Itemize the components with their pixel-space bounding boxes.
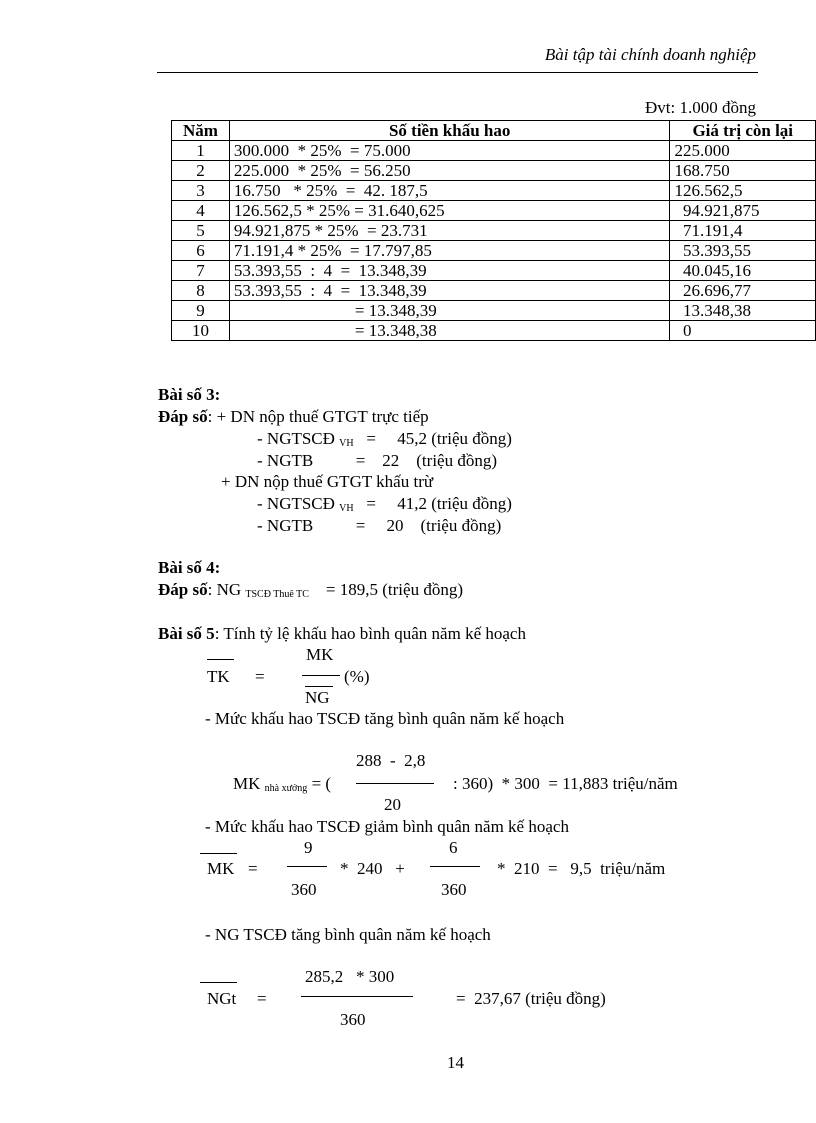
cell-depreciation: 225.000 * 25% = 56.250 <box>229 161 670 181</box>
cell-year: 5 <box>172 221 230 241</box>
unit-label: Đvt: 1.000 đồng <box>645 98 756 117</box>
f3-fraction-line <box>301 996 413 997</box>
tk-fraction-line <box>302 675 340 676</box>
cell-depreciation: 94.921,875 * 25% = 23.731 <box>229 221 670 241</box>
cell-remaining: 40.045,16 <box>670 261 816 281</box>
f3-label: NGt <box>207 989 237 1008</box>
bai3-line5 <box>257 494 512 514</box>
f1-tail: : 360) * 300 = 11,883 triệu/năm <box>453 774 678 793</box>
bai3-line2 <box>257 429 512 449</box>
f2-overline <box>200 853 237 854</box>
bai3-dapso: Đáp số <box>158 407 208 426</box>
bai5-title: Bài số 5 <box>158 624 215 643</box>
cell-depreciation: 53.393,55 : 4 = 13.348,39 <box>229 281 670 301</box>
f1-mk: MK <box>233 774 261 793</box>
f1-sub: nhà xưởng <box>264 783 308 794</box>
table-row <box>172 261 816 281</box>
cell-remaining: 0 <box>670 321 816 341</box>
bai4-value: = 189,5 (triệu đồng) <box>325 580 463 599</box>
depreciation-table <box>171 120 816 341</box>
f3-numerator: 285,2 * 300 <box>305 967 395 986</box>
f3-eq: = <box>257 989 267 1008</box>
cell-year: 8 <box>172 281 230 301</box>
bai4-dapso: Đáp số <box>158 580 208 599</box>
table-row <box>172 201 816 221</box>
bai4-ng: : NG <box>207 580 242 599</box>
cell-year: 3 <box>172 181 230 201</box>
bai3-l5-sub: VH <box>339 503 354 514</box>
f2-eq: = <box>248 859 258 878</box>
cell-year: 2 <box>172 161 230 181</box>
f2-fraction-line-1 <box>287 866 327 867</box>
line-muc-tang: - Mức khấu hao TSCĐ tăng bình quân năm kế hoạch <box>205 709 565 728</box>
cell-year: 10 <box>172 321 230 341</box>
page-number: 14 <box>447 1053 464 1072</box>
tk-label: TK <box>207 667 230 686</box>
f1-denominator: 20 <box>384 795 401 814</box>
cell-remaining: 168.750 <box>670 161 816 181</box>
f2-n2: 6 <box>449 838 458 857</box>
cell-remaining: 126.562,5 <box>670 181 816 201</box>
cell-depreciation: 53.393,55 : 4 = 13.348,39 <box>229 261 670 281</box>
bai3-line1 <box>158 407 429 427</box>
bai4-answer <box>158 580 463 600</box>
cell-year: 6 <box>172 241 230 261</box>
table-row <box>172 181 816 201</box>
bai3-l2-label: - NGTSCĐ <box>257 429 335 448</box>
f3-denominator: 360 <box>340 1010 366 1029</box>
table-row <box>172 301 816 321</box>
cell-remaining: 13.348,38 <box>670 301 816 321</box>
bai3-l2-value: = 45,2 (triệu đồng) <box>366 429 512 448</box>
cell-year: 7 <box>172 261 230 281</box>
f2-n1: 9 <box>304 838 313 857</box>
bai3-l5-label: - NGTSCĐ <box>257 494 335 513</box>
bai3-line6: - NGTB = 20 (triệu đồng) <box>257 516 502 535</box>
cell-depreciation: 71.191,4 * 25% = 17.797,85 <box>229 241 670 261</box>
line-muc-giam: - Mức khấu hao TSCĐ giảm bình quân năm kế hoạch <box>205 817 569 836</box>
tk-denominator: NG <box>305 688 330 707</box>
cell-year: 1 <box>172 141 230 161</box>
bai4-sub: TSCĐ Thuê TC <box>245 589 309 600</box>
cell-remaining: 26.696,77 <box>670 281 816 301</box>
table-row <box>172 161 816 181</box>
line-ng-tang: - NG TSCĐ tăng bình quân năm kế hoạch <box>205 925 491 944</box>
header-divider <box>157 72 758 73</box>
bai3-line4: + DN nộp thuế GTGT khấu trừ <box>221 472 434 491</box>
f1-numerator: 288 - 2,8 <box>356 751 426 770</box>
table-row <box>172 221 816 241</box>
bai3-line1-text: : + DN nộp thuế GTGT trực tiếp <box>207 407 429 426</box>
cell-depreciation: 300.000 * 25% = 75.000 <box>229 141 670 161</box>
f2-tail: * 210 = 9,5 triệu/năm <box>497 859 666 878</box>
f2-d1: 360 <box>291 880 317 899</box>
table-row <box>172 321 816 341</box>
column-header-depreciation: Số tiền khấu hao <box>229 121 670 141</box>
f2-label: MK <box>207 859 235 878</box>
bai4-title: Bài số 4: <box>158 558 221 577</box>
table-header-row <box>172 121 816 141</box>
header-title: Bài tập tài chính doanh nghiệp <box>544 45 756 64</box>
f2-mid: * 240 + <box>340 859 405 878</box>
table-row <box>172 281 816 301</box>
cell-depreciation: = 13.348,39 <box>229 301 670 321</box>
column-header-remaining: Giá trị còn lại <box>670 121 816 141</box>
column-header-year: Năm <box>172 121 230 141</box>
bai3-l2-sub: VH <box>339 438 354 449</box>
tk-equals: = <box>255 667 265 686</box>
f1-fraction-line <box>356 783 434 784</box>
cell-depreciation: 16.750 * 25% = 42. 187,5 <box>229 181 670 201</box>
tk-overline <box>207 659 234 660</box>
cell-depreciation: 126.562,5 * 25% = 31.640,625 <box>229 201 670 221</box>
bai3-title: Bài số 3: <box>158 385 221 404</box>
cell-year: 4 <box>172 201 230 221</box>
f2-fraction-line-2 <box>430 866 480 867</box>
cell-depreciation: = 13.348,38 <box>229 321 670 341</box>
f1-label <box>233 774 331 794</box>
cell-remaining: 71.191,4 <box>670 221 816 241</box>
bai5-intro-text: : Tính tỷ lệ khấu hao bình quân năm kế hoạch <box>214 624 526 643</box>
table-row <box>172 141 816 161</box>
cell-year: 9 <box>172 301 230 321</box>
f1-eq: = ( <box>311 774 332 793</box>
cell-remaining: 53.393,55 <box>670 241 816 261</box>
tk-percent: (%) <box>344 667 370 686</box>
f3-overline <box>200 982 237 983</box>
table-row <box>172 241 816 261</box>
bai3-l5-value: = 41,2 (triệu đồng) <box>366 494 512 513</box>
f2-d2: 360 <box>441 880 467 899</box>
bai3-line3: - NGTB = 22 (triệu đồng) <box>257 451 498 470</box>
tk-numerator: MK <box>306 645 334 664</box>
bai5-intro <box>158 624 526 644</box>
cell-remaining: 94.921,875 <box>670 201 816 221</box>
cell-remaining: 225.000 <box>670 141 816 161</box>
f3-tail: = 237,67 (triệu đồng) <box>456 989 606 1008</box>
ng-overline <box>305 686 333 687</box>
